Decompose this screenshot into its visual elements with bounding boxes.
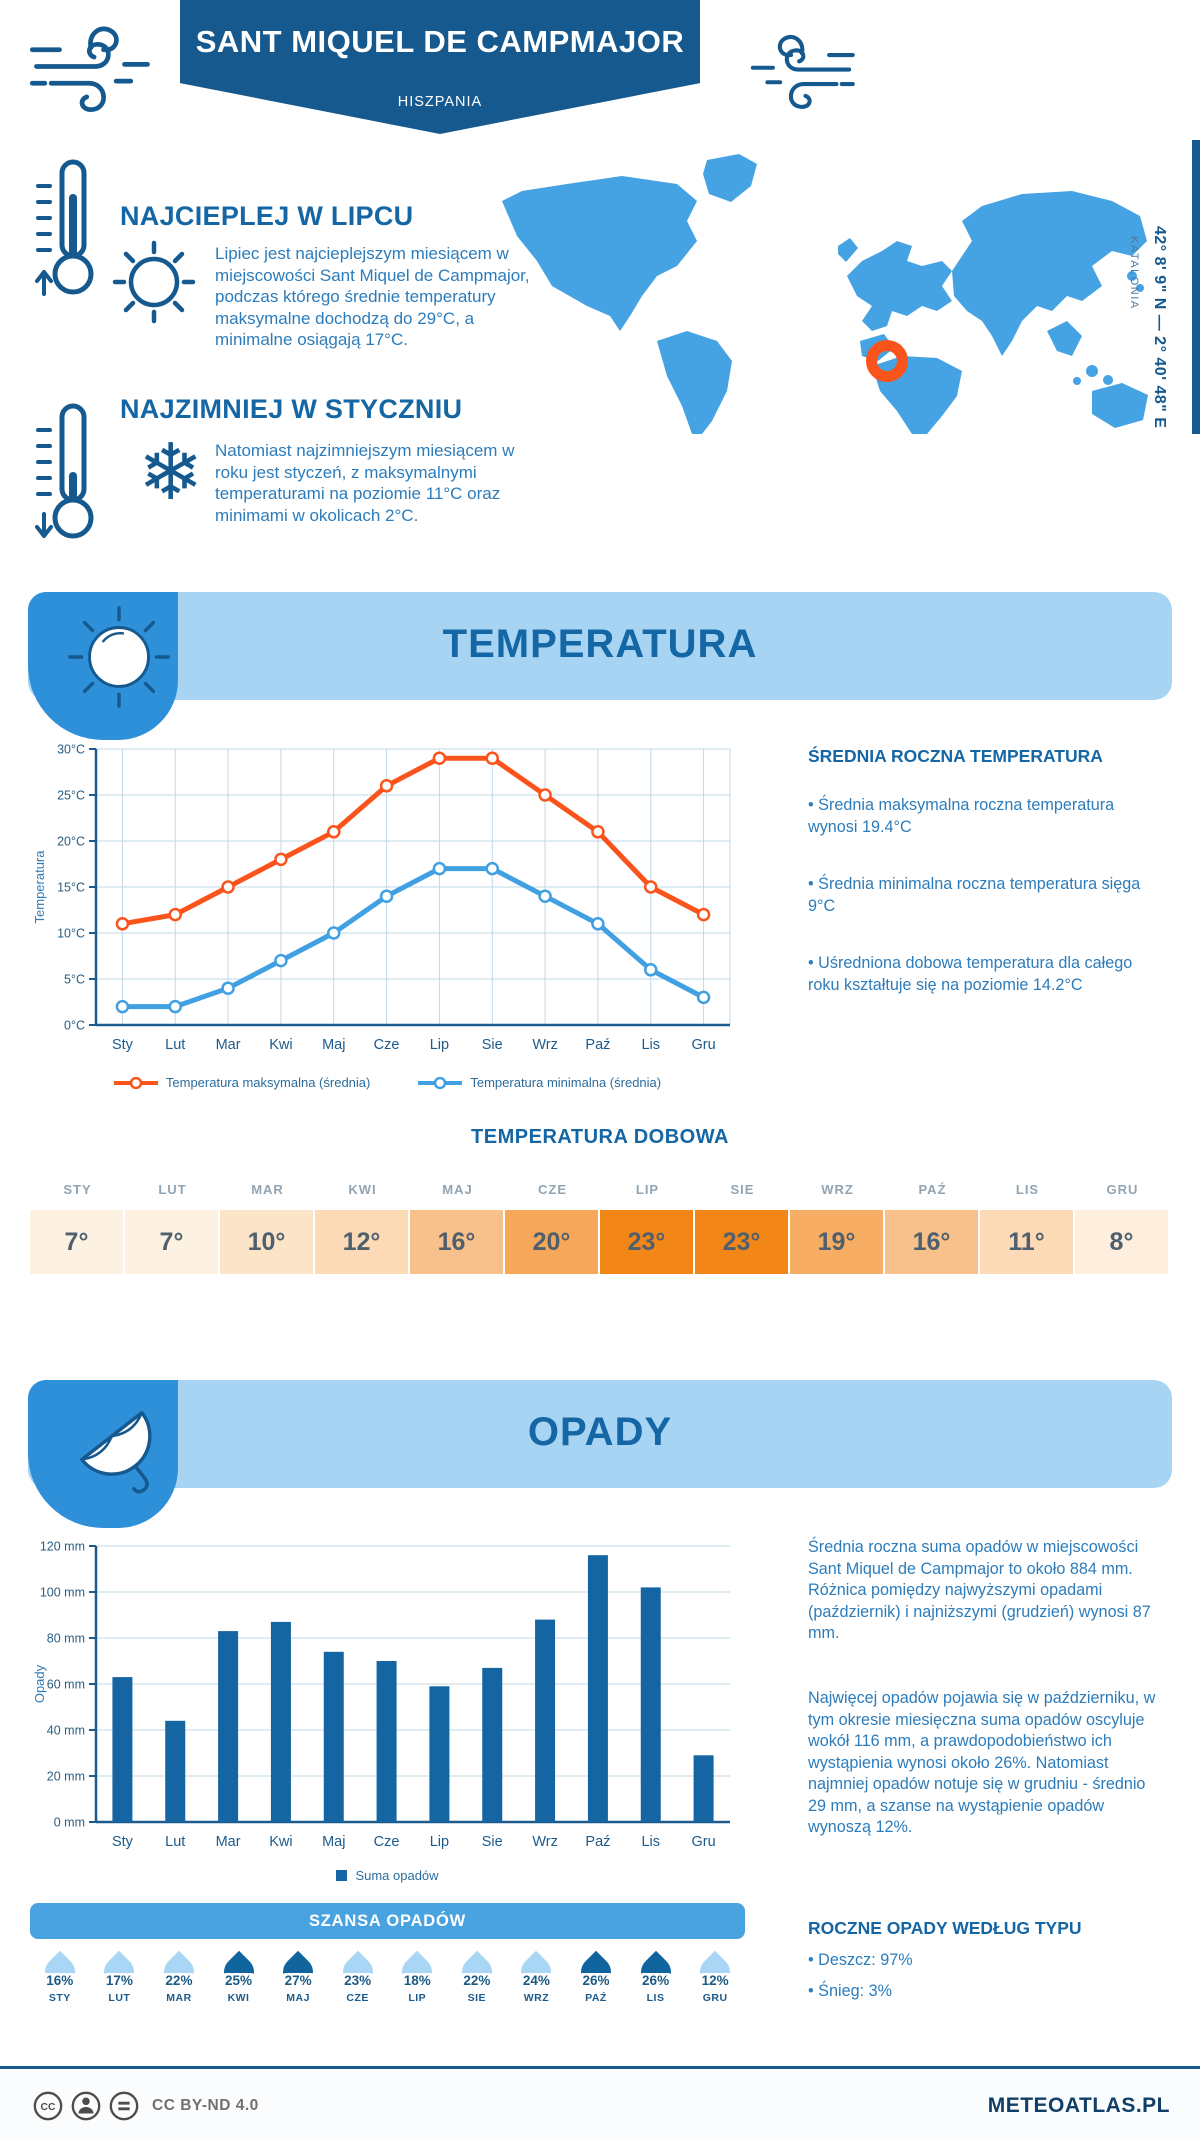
table-month-header: MAJ [410,1170,505,1211]
svg-text:5°C: 5°C [64,972,85,987]
temp-bullet: • Uśredniona dobowa temperatura dla całego roku kształtuje się na poziomie 14.2°C [808,953,1146,996]
legend-item [336,1868,438,1883]
wind-icon [742,22,860,118]
table-month-header: KWI [315,1170,410,1211]
svg-text:80 mm: 80 mm [46,1631,85,1646]
svg-text:60 mm: 60 mm [46,1677,85,1692]
table-month-header: CZE [505,1170,600,1211]
svg-text:Gru: Gru [691,1037,716,1053]
svg-text:Maj: Maj [322,1037,346,1053]
chance-percent: 26% [578,1973,613,1988]
thermometer-cold-icon [30,400,114,542]
coldest-heading: NAJZIMNIEJ W STYCZNIU [120,394,463,424]
table-temp-cell: 23° [600,1210,695,1274]
table-month-header: LUT [125,1170,220,1211]
chance-percent: 24% [519,1973,554,1988]
chance-month: LIP [408,1992,427,2004]
chance-drop-column [328,1948,388,2004]
precip-paragraph-1: Średnia roczna suma opadów w miejscowości Sant Miquel de Campmajor to około 884 mm. Różnica pomiędzy najwyższymi opadami (październik) i najniższymi (grudzień) wynosi 87 mm. [808,1538,1151,1642]
chance-drop-column [685,1948,745,2004]
svg-text:Gru: Gru [691,1834,716,1850]
legend-label: Temperatura maksymalna (średnia) [165,1075,371,1090]
chance-drop-column [149,1948,209,2004]
svg-text:30°C: 30°C [57,742,85,757]
snowflake-icon: ❄ [138,428,204,518]
table-temp-cell: 20° [505,1210,600,1274]
legend-label: Temperatura minimalna (średnia) [470,1075,662,1090]
chance-month: WRZ [523,1992,550,2004]
world-map [492,146,1152,434]
svg-text:Lip: Lip [429,1834,450,1850]
precipitation-band-title: OPADY [527,1410,673,1454]
table-month-header: PAŹ [885,1170,980,1211]
chance-drop-column [566,1948,626,2004]
svg-text:Kwi: Kwi [269,1834,293,1850]
temperature-chart-legend [30,1075,745,1090]
precip-type-heading: ROCZNE OPADY WEDŁUG TYPU [808,1918,1082,1938]
svg-text:Paź: Paź [585,1834,611,1850]
chance-percent: 23% [340,1973,375,1988]
svg-text:40 mm: 40 mm [46,1723,85,1738]
table-month-header: GRU [1075,1170,1170,1211]
chance-drop-column [90,1948,150,2004]
svg-text:15°C: 15°C [57,880,85,895]
chance-percent: 27% [281,1973,316,1988]
svg-text:Sty: Sty [111,1834,133,1850]
table-month-header: LIP [600,1170,695,1211]
svg-text:Opady: Opady [32,1664,47,1704]
svg-text:Wrz: Wrz [532,1834,558,1850]
sun-icon [112,240,196,324]
svg-text:Cze: Cze [373,1834,400,1850]
country-label: HISZPANIA [397,94,483,110]
svg-text:Cze: Cze [373,1037,400,1053]
chance-percent: 17% [102,1973,137,1988]
svg-text:Kwi: Kwi [269,1037,293,1053]
precip-paragraph-2: Najwięcej opadów pojawia się w październiku, w tym okresie miesięczna suma opadów oscyluje wokół 116 mm, a prawdopodobieństwo ich wystąpienia wynosi około 26%. Natomiast najmniej opadów notuje się w grudniu - średnio 29 mm, a szanse na wystąpienie opadów wynoszą 12%. [808,1689,1156,1836]
table-month-header: STY [30,1170,125,1211]
table-temp-cell: 10° [220,1210,315,1274]
svg-text:10°C: 10°C [57,926,85,941]
thermometer-warm-icon [30,156,114,298]
chance-month: SIE [467,1992,487,2004]
table-month-header: LIS [980,1170,1075,1211]
chance-month: KWI [227,1992,250,2004]
page-title: SANT MIQUEL DE CAMPMAJOR [195,24,685,59]
chance-month: MAJ [286,1992,310,2004]
license-label[interactable]: CC BY-ND 4.0 [152,2097,259,2114]
chance-month: LIS [646,1992,665,2004]
cc-by-person-icon[interactable] [70,2090,102,2122]
svg-text:Sty: Sty [111,1037,133,1053]
coordinates-label: 42° 8' 9" N — 2° 40' 48" E [1151,226,1168,429]
title-banner [180,0,700,134]
svg-text:Lis: Lis [641,1834,661,1850]
month-value-row [30,1210,1170,1274]
legend-item [114,1075,370,1090]
svg-text:100 mm: 100 mm [39,1585,85,1600]
chance-percent: 22% [161,1973,196,1988]
region-label: KATALONIA [1128,236,1140,310]
svg-text:Maj: Maj [322,1834,346,1850]
location-marker [866,340,908,382]
table-temp-cell: 16° [885,1210,980,1274]
svg-text:Sie: Sie [481,1037,503,1053]
chance-drops-row [30,1948,745,2004]
svg-text:Mar: Mar [215,1834,241,1850]
chance-percent: 16% [42,1973,77,1988]
chance-month: LUT [108,1992,131,2004]
chance-drop-column [209,1948,269,2004]
table-month-header: WRZ [790,1170,885,1211]
chance-drop-column [30,1948,90,2004]
temperature-band-title: TEMPERATURA [442,622,758,666]
chance-drop-column [268,1948,328,2004]
wind-icon [22,12,162,122]
table-temp-cell: 7° [125,1210,220,1274]
table-temp-cell: 8° [1075,1210,1170,1274]
chance-month: MAR [166,1992,192,2004]
temp-summary-bullets [808,795,1146,1032]
svg-text:Lut: Lut [165,1834,186,1850]
chance-month: STY [48,1992,71,2004]
chance-percent: 26% [638,1973,673,1988]
precip-type: • Śnieg: 3% [808,1981,1148,2003]
svg-text:Lut: Lut [165,1037,186,1053]
warmest-heading: NAJCIEPLEJ W LIPCU [120,201,414,231]
temp-bullet: • Średnia minimalna roczna temperatura sięga 9°C [808,874,1146,917]
table-temp-cell: 11° [980,1210,1075,1274]
svg-text:25°C: 25°C [57,788,85,803]
svg-text:0°C: 0°C [64,1018,85,1033]
coldest-paragraph: Natomiast najzimniejszym miesiącem w roku jest styczeń, z maksymalnymi temperaturami na poziomie 11°C oraz minimami w okolicach 2°C. [215,441,515,525]
chance-percent: 18% [400,1973,435,1988]
daily-table-title: TEMPERATURA DOBOWA [471,1126,729,1148]
table-temp-cell: 23° [695,1210,790,1274]
table-temp-cell: 16° [410,1210,505,1274]
legend-label: Suma opadów [355,1868,439,1883]
table-month-header: SIE [695,1170,790,1211]
table-temp-cell: 7° [30,1210,125,1274]
cc-icon[interactable] [32,2090,64,2122]
month-header-row [30,1170,1170,1211]
legend-swatch [336,1870,347,1881]
chance-drop-column [507,1948,567,2004]
chance-month: PAŹ [585,1992,607,2004]
table-month-header: MAR [220,1170,315,1211]
temp-summary-heading: ŚREDNIA ROCZNA TEMPERATURA [808,746,1103,766]
legend-item [418,1075,661,1090]
svg-text:120 mm: 120 mm [39,1539,85,1554]
chance-percent: 22% [459,1973,494,1988]
warmest-paragraph: Lipiec jest najcieplejszym miesiącem w miejscowości Sant Miquel de Campmajor, podczas którego średnie temperatury maksymalne dochodzą do 29°C, a minimalne osiągają 17°C. [215,244,530,349]
svg-text:0 mm: 0 mm [53,1815,85,1830]
temperature-line-chart [30,735,745,1055]
chance-drop-column [447,1948,507,2004]
precip-type-bullets [808,1950,1148,2011]
precipitation-chart-legend [30,1868,745,1883]
precip-type: • Deszcz: 97% [808,1950,1148,1972]
chance-title-bar: SZANSA OPADÓW [30,1903,745,1939]
svg-text:Sie: Sie [481,1834,503,1850]
svg-text:Paź: Paź [585,1037,611,1053]
svg-text:20 mm: 20 mm [46,1769,85,1784]
chance-percent: 12% [698,1973,733,1988]
table-temp-cell: 19° [790,1210,885,1274]
svg-text:CC: CC [40,2102,56,2114]
precipitation-bar-chart [30,1525,745,1855]
chance-drop-column [626,1948,686,2004]
chance-month: CZE [346,1992,369,2004]
temp-bullet: • Średnia maksymalna roczna temperatura wynosi 19.4°C [808,795,1146,838]
cc-nd-icon[interactable] [108,2090,140,2122]
chance-percent: 25% [221,1973,256,1988]
svg-text:Mar: Mar [215,1037,241,1053]
svg-text:Lis: Lis [641,1037,661,1053]
brand-label[interactable]: METEOATLAS.PL [987,2094,1170,2117]
chance-month: GRU [702,1992,728,2004]
svg-text:Lip: Lip [429,1037,450,1053]
svg-text:Wrz: Wrz [532,1037,558,1053]
map-edge-strip [1192,140,1200,434]
chance-drop-column [387,1948,447,2004]
svg-text:20°C: 20°C [57,834,85,849]
svg-text:Temperatura: Temperatura [32,850,47,924]
table-temp-cell: 12° [315,1210,410,1274]
